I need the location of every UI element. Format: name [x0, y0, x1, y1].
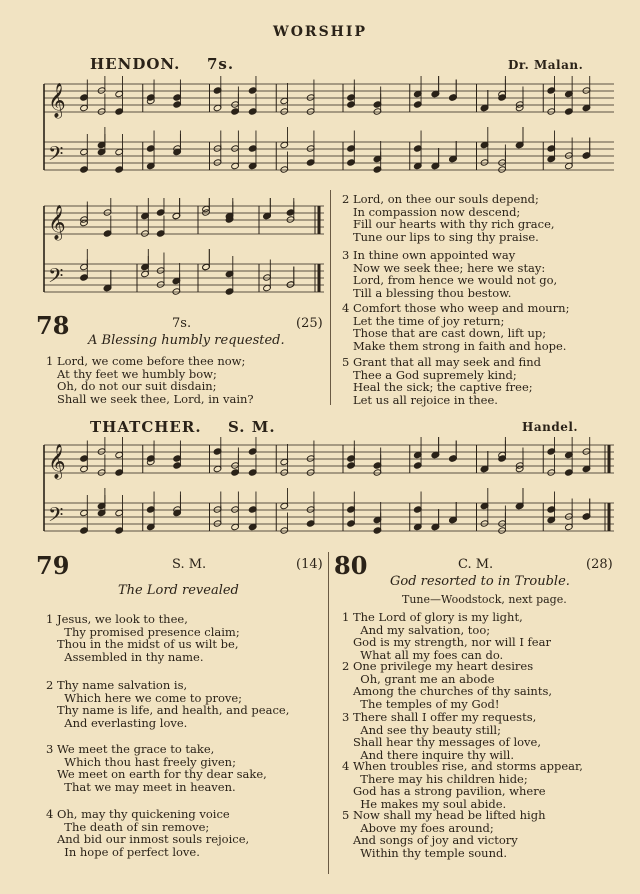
- hymn-ref-79: (14): [296, 557, 323, 572]
- tune-meter-thatcher: S. M.: [228, 418, 276, 436]
- hymn80-verse-3: 3 There shall I offer my requests, And see thy beauty still; Shall hear thy messages of love, And there inquire thy will.: [342, 710, 542, 762]
- hymn78-verse-5: 5 Grant that all may seek and find Thee a God supremely kind; Heal the sick; the captive free; Let us all rejoice in thee.: [342, 355, 541, 407]
- hymn79-verse-2: 2 Thy name salvation is, Which here we come to prove; Thy name is life, and health, and peace, And everlasting love.: [46, 678, 290, 730]
- hymn-number-78: 78: [36, 311, 70, 340]
- hymn-ref-78: (25): [296, 316, 323, 331]
- treble-clef-icon: 𝄞: [48, 205, 66, 240]
- bass-clef-icon: 𝄢: [48, 503, 64, 531]
- hymn-number-79: 79: [36, 551, 70, 580]
- hymn-number-80: 80: [334, 551, 368, 580]
- staff-treble: [44, 445, 614, 473]
- hymn80-verse-2: 2 One privilege my heart desires Oh, grant me an abode Among the churches of thy saints, The temples of my God!: [342, 659, 553, 711]
- hymn-tune-note-80: Tune—Woodstock, next page.: [402, 593, 567, 606]
- hymn79-verse-3: 3 We meet the grace to take, Which thou hast freely given; We meet on earth for thy dear sake, That we may meet in heaven.: [46, 742, 267, 794]
- tune-composer-thatcher: Handel.: [522, 420, 579, 434]
- staff-bass: [44, 142, 614, 170]
- hymn-meter-78: 7s.: [172, 316, 192, 331]
- treble-clef-icon: 𝄞: [48, 444, 66, 479]
- hymn79-verse-4: 4 Oh, may thy quickening voice The death of sin remove; And bid our inmost souls rejoice, In hope of perfect love.: [46, 807, 250, 859]
- music-system-hendon-1: [36, 76, 616, 186]
- column-divider-lower: [328, 552, 329, 874]
- hymn-subtitle-79: The Lord revealed: [118, 583, 239, 598]
- page-header: WORSHIP: [273, 24, 367, 40]
- hymn-ref-80: (28): [586, 557, 613, 572]
- bass-clef-icon: 𝄢: [48, 142, 64, 170]
- hymn78-verse-3: 3 In thine own appointed way Now we seek thee; here we stay: Lord, from hence we would not go, Till a blessing thou bestow.: [342, 248, 558, 300]
- hymn78-verse-4: 4 Comfort those who weep and mourn; Let the time of joy return; Those that are cast down, lift up; Make them strong in faith and hope.: [342, 301, 570, 353]
- bass-clef-icon: 𝄢: [48, 264, 64, 292]
- hymn78-verse-1: 1 Lord, we come before thee now; At thy feet we humbly bow; Oh, do not our suit disdain; Shall we seek thee, Lord, in vain?: [46, 354, 254, 406]
- tune-meter-hendon: 7s.: [207, 55, 235, 73]
- hymn79-verse-1: 1 Jesus, we look to thee, Thy promised presence claim; Thou in the midst of us wilt be, Assembled in thy name.: [46, 612, 240, 664]
- tune-name-thatcher: THATCHER.: [90, 418, 202, 436]
- staff-bass: [44, 503, 614, 531]
- tune-name-hendon: HENDON.: [90, 55, 181, 73]
- hymn-subtitle-80: God resorted to in Trouble.: [390, 574, 570, 589]
- music-system-hendon-2: [36, 198, 326, 308]
- hymn-subtitle-78: A Blessing humbly requested.: [88, 333, 285, 348]
- music-system-thatcher: [36, 437, 616, 547]
- hymn-meter-80: C. M.: [458, 557, 494, 572]
- hymn80-verse-4: 4 When troubles rise, and storms appear, There may his children hide; God has a strong pavilion, where He makes my soul abide.: [342, 759, 583, 811]
- column-divider: [330, 190, 331, 405]
- treble-clef-icon: 𝄞: [48, 83, 66, 118]
- hymn80-verse-5: 5 Now shall my head be lifted high Above my foes around; And songs of joy and victory Within thy temple sound.: [342, 808, 546, 860]
- tune-composer-hendon: Dr. Malan.: [508, 58, 584, 72]
- staff-treble: [44, 84, 614, 112]
- hymn78-verse-2: 2 Lord, on thee our souls depend; In compassion now descend; Fill our hearts with thy rich grace, Tune our lips to sing thy praise.: [342, 192, 555, 244]
- hymn-meter-79: S. M.: [172, 557, 207, 572]
- hymn80-verse-1: 1 The Lord of glory is my light, And my salvation, too; God is my strength, nor will I fear What all my foes can do.: [342, 610, 551, 662]
